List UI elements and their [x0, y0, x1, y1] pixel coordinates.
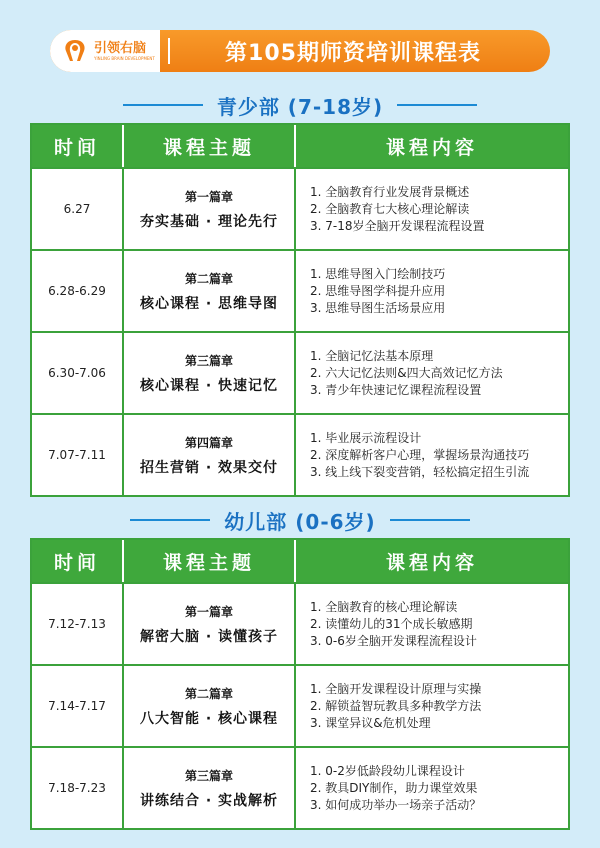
- date-cell: 6.27: [32, 169, 124, 249]
- content-item: 2. 读懂幼儿的31个成长敏感期: [310, 616, 473, 631]
- table-row: [32, 167, 568, 249]
- logo-icon: [60, 36, 90, 66]
- content-item: 1. 全脑教育行业发展背景概述: [310, 184, 470, 199]
- divider-line: [123, 104, 203, 106]
- content-item: 3. 课堂异议&危机处理: [310, 715, 431, 730]
- content-item: 3. 思维导图生活场景应用: [310, 300, 446, 315]
- date-cell: 7.18-7.23: [32, 748, 124, 828]
- topic-name: 八大智能 · 核心课程: [139, 710, 279, 727]
- table-row: [32, 413, 568, 495]
- header-banner: [50, 30, 550, 72]
- date-cell: 6.28-6.29: [32, 251, 124, 331]
- topic-name: 核心课程 · 思维导图: [139, 295, 279, 312]
- content-cell: [296, 748, 568, 828]
- section-title-teen: [0, 92, 600, 118]
- content-item: 1. 毕业展示流程设计: [310, 430, 422, 445]
- column-header-time: 时间: [32, 540, 124, 582]
- section-title-kids: [0, 507, 600, 533]
- logo: [50, 30, 160, 72]
- chapter-label: 第二篇章: [184, 271, 233, 286]
- content-item: 2. 深度解析客户心理，掌握场景沟通技巧: [310, 447, 530, 462]
- content-item: 1. 全脑教育的核心理论解读: [310, 599, 458, 614]
- topic-name: 解密大脑 · 读懂孩子: [139, 628, 279, 645]
- date-cell: 7.07-7.11: [32, 415, 124, 495]
- chapter-label: 第三篇章: [184, 353, 233, 368]
- divider-line: [390, 519, 470, 521]
- content-item: 2. 教具DIY制作，助力课堂效果: [310, 780, 478, 795]
- schedule-table-teen: [30, 123, 570, 497]
- topic-name: 讲练结合 · 实战解析: [139, 792, 279, 809]
- content-cell: [296, 333, 568, 413]
- topic-cell: [124, 169, 296, 249]
- chapter-label: 第一篇章: [184, 189, 233, 204]
- content-cell: [296, 251, 568, 331]
- date-cell: 7.12-7.13: [32, 584, 124, 664]
- column-header-content: 课程内容: [385, 136, 478, 159]
- table-row: [32, 249, 568, 331]
- divider-line: [130, 519, 210, 521]
- content-item: 1. 全脑记忆法基本原理: [310, 348, 434, 363]
- section-heading-kids: 幼儿部 (0-6岁): [224, 509, 376, 534]
- chapter-label: 第四篇章: [184, 435, 233, 450]
- column-header-content: 课程内容: [385, 551, 478, 574]
- table-header: [32, 540, 568, 582]
- content-cell: [296, 415, 568, 495]
- topic-cell: [124, 666, 296, 746]
- topic-cell: [124, 333, 296, 413]
- divider-line: [397, 104, 477, 106]
- content-item: 3. 线上线下裂变营销，轻松搞定招生引流: [310, 464, 530, 479]
- topic-cell: [124, 584, 296, 664]
- topic-cell: [124, 748, 296, 828]
- chapter-label: 第三篇章: [184, 768, 233, 783]
- date-cell: 6.30-7.06: [32, 333, 124, 413]
- content-item: 2. 全脑教育七大核心理论解读: [310, 201, 470, 216]
- topic-name: 核心课程 · 快速记忆: [139, 377, 279, 394]
- table-row: [32, 746, 568, 828]
- topic-cell: [124, 251, 296, 331]
- content-item: 3. 如何成功举办一场亲子活动？: [310, 797, 482, 812]
- content-item: 1. 思维导图入门绘制技巧: [310, 266, 446, 281]
- table-row: [32, 582, 568, 664]
- content-item: 1. 0-2岁低龄段幼儿课程设计: [310, 763, 465, 778]
- content-cell: [296, 584, 568, 664]
- content-item: 1. 全脑开发课程设计原理与实操: [310, 681, 482, 696]
- content-item: 3. 0-6岁全脑开发课程流程设计: [310, 633, 477, 648]
- content-item: 3. 7-18岁全脑开发课程流程设置: [310, 218, 485, 233]
- content-item: 2. 六大记忆法则&四大高效记忆方法: [310, 365, 503, 380]
- logo-chinese-text: 引领右脑: [94, 40, 147, 56]
- table-row: [32, 331, 568, 413]
- content-item: 2. 解锁益智玩教具多种教学方法: [310, 698, 482, 713]
- column-header-topic: 课程主题: [124, 540, 296, 582]
- chapter-label: 第二篇章: [184, 686, 233, 701]
- schedule-table-kids: [30, 538, 570, 830]
- chapter-label: 第一篇章: [184, 604, 233, 619]
- topic-cell: [124, 415, 296, 495]
- content-item: 3. 青少年快速记忆课程流程设置: [310, 382, 482, 397]
- content-item: 2. 思维导图学科提升应用: [310, 283, 446, 298]
- topic-name: 招生营销 · 效果交付: [139, 459, 279, 476]
- table-header: [32, 125, 568, 167]
- column-header-topic: 课程主题: [124, 125, 296, 167]
- section-heading-teen: 青少部 (7-18岁): [216, 94, 384, 119]
- column-header-time: 时间: [32, 125, 124, 167]
- logo-english-text: YINLING BRAIN DEVELOPMENT: [94, 55, 155, 61]
- page-title: 第105期师资培训课程表: [225, 40, 481, 66]
- content-cell: [296, 666, 568, 746]
- table-row: [32, 664, 568, 746]
- date-cell: 7.14-7.17: [32, 666, 124, 746]
- content-cell: [296, 169, 568, 249]
- topic-name: 夯实基础 · 理论先行: [139, 213, 279, 230]
